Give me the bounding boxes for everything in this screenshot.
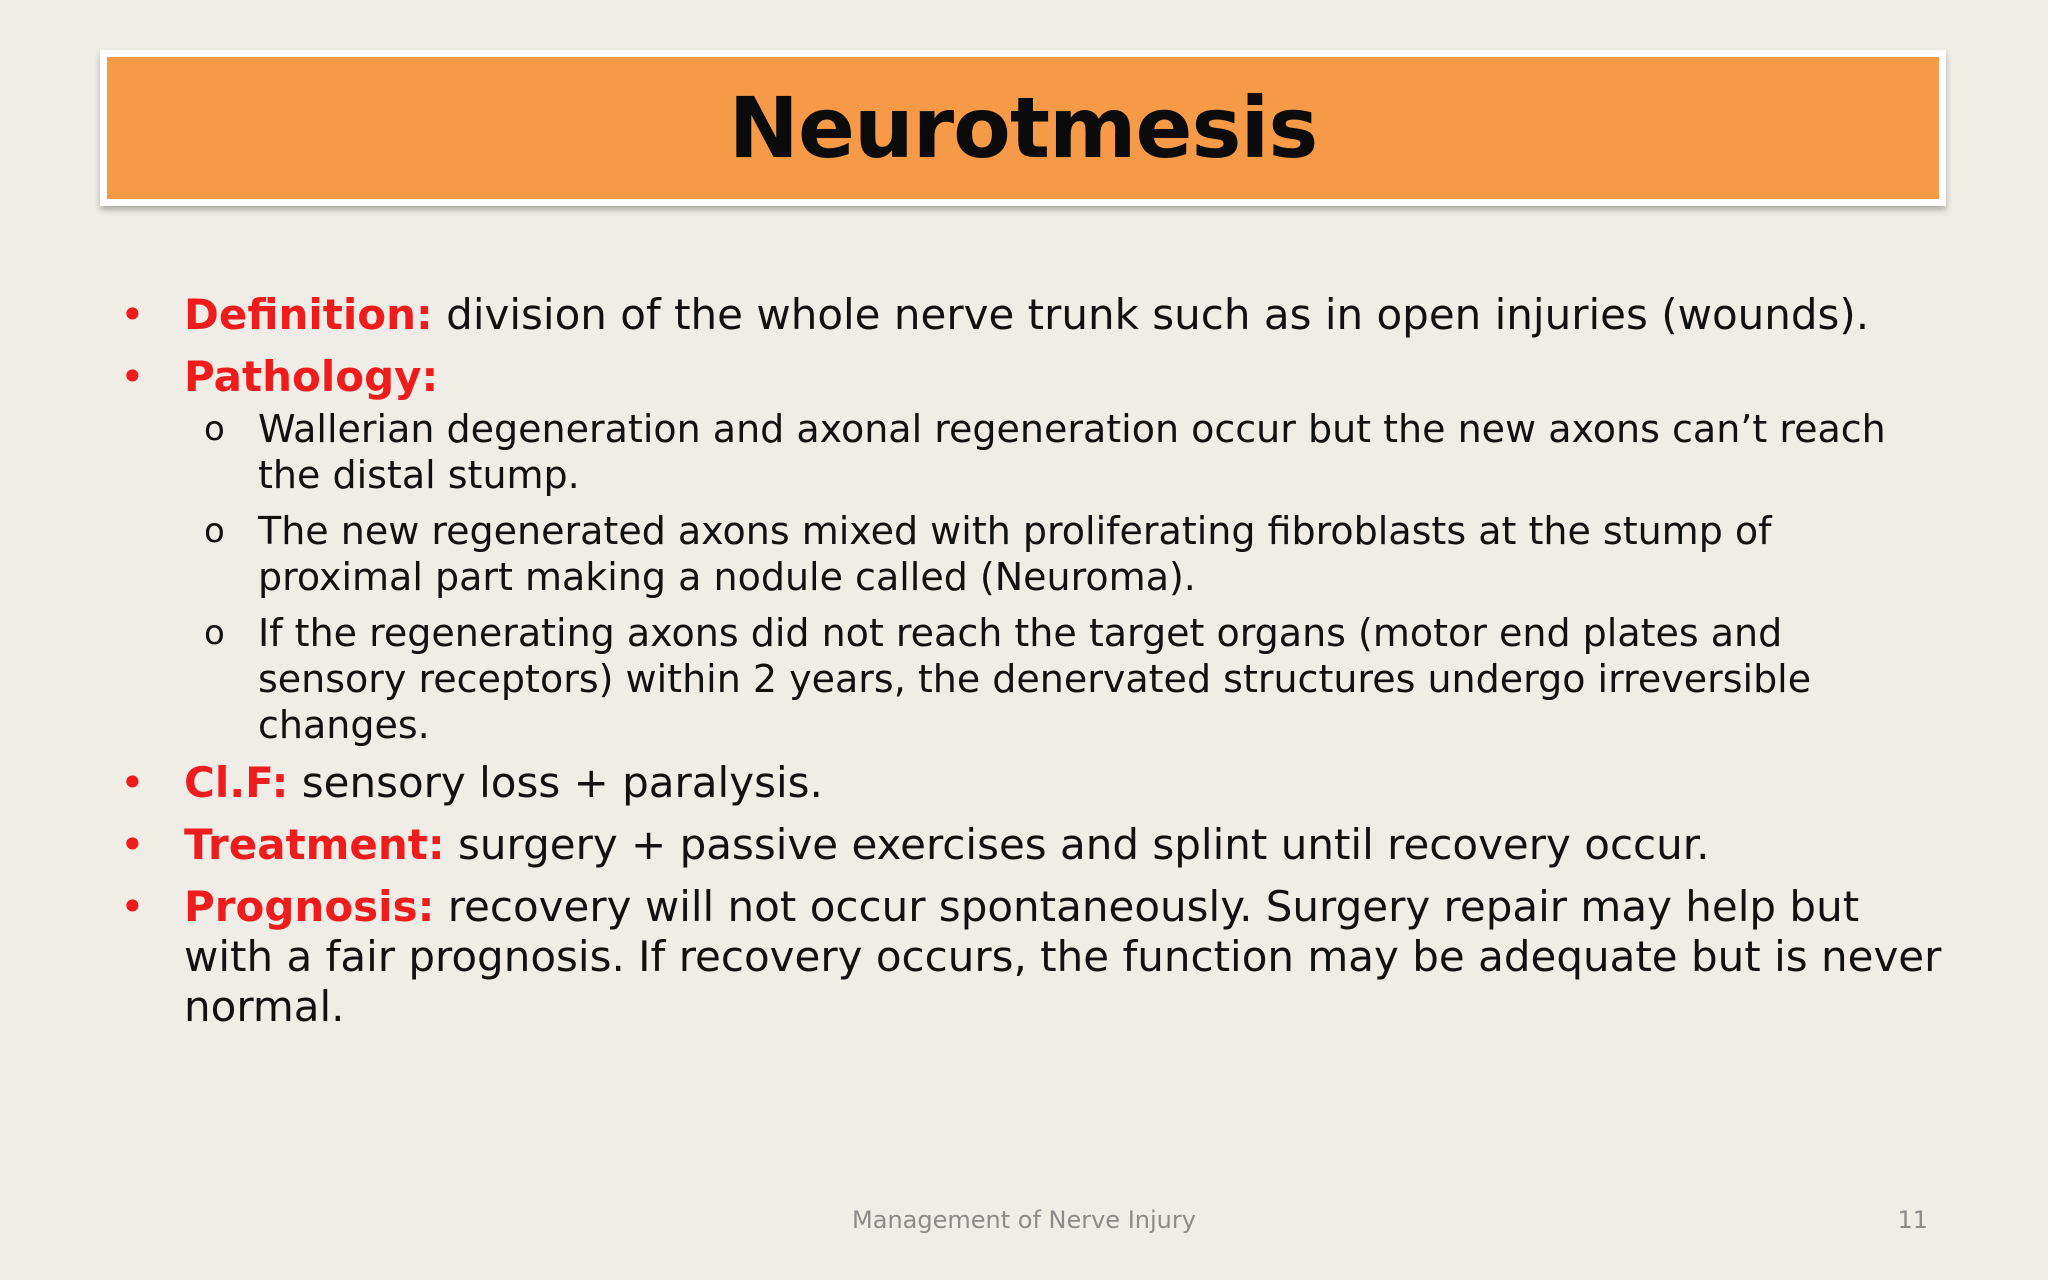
bullet-dot: •: [120, 820, 145, 869]
sub-bullet-item: [204, 610, 1938, 748]
bullet-text: surgery + passive exercises and splint until recovery occur.: [444, 820, 1710, 869]
title-banner: [100, 50, 1946, 206]
bullet-clinical-features: [120, 758, 1944, 808]
sub-bullet-circle: o: [204, 511, 225, 551]
bullet-text: division of the whole nerve trunk such as in open injuries (wounds).: [432, 290, 1870, 339]
slide-footer: Management of Nerve Injury: [852, 1206, 1196, 1234]
bullet-keyword: Treatment:: [184, 820, 445, 869]
bullet-prognosis: [120, 882, 1944, 1032]
sub-bullet-item: [204, 508, 1938, 600]
bullet-treatment: [120, 820, 1944, 870]
sub-bullet-text: Wallerian degeneration and axonal regeneration occur but the new axons can’t reach the distal stump.: [258, 407, 1886, 497]
sub-bullet-text: The new regenerated axons mixed with proliferating fibroblasts at the stump of proximal part making a nodule called (Neuroma).: [258, 509, 1772, 599]
bullet-text: sensory loss + paralysis.: [288, 758, 823, 807]
title-banner-fill: [107, 57, 1939, 199]
bullet-keyword: Prognosis:: [184, 882, 435, 931]
bullet-definition: [120, 290, 1944, 340]
bullet-dot: •: [120, 758, 145, 807]
sub-bullet-circle: o: [204, 613, 225, 653]
bullet-dot: •: [120, 882, 145, 931]
bullet-keyword: Definition:: [184, 290, 433, 339]
sub-bullet-item: [204, 406, 1938, 498]
page-number: 11: [1897, 1206, 1928, 1234]
slide-content: [0, 290, 2048, 1044]
sub-bullet-text: If the regenerating axons did not reach the target organs (motor end plates and sensory receptors) within 2 years, the denervated structures undergo irreversible changes.: [258, 611, 1812, 747]
bullet-dot: •: [120, 290, 145, 339]
bullet-keyword: Cl.F:: [184, 758, 289, 807]
sub-bullet-circle: o: [204, 409, 225, 449]
pathology-sub-list: [204, 406, 1938, 748]
bullet-pathology: [120, 352, 1944, 402]
slide-title: Neurotmesis: [728, 79, 1318, 177]
bullet-text: recovery will not occur spontaneously. Surgery repair may help but with a fair prognosis. If recovery occurs, the function may be adequate but is never normal.: [184, 882, 1942, 1031]
bullet-dot: •: [120, 352, 145, 401]
bullet-keyword: Pathology:: [184, 352, 439, 401]
